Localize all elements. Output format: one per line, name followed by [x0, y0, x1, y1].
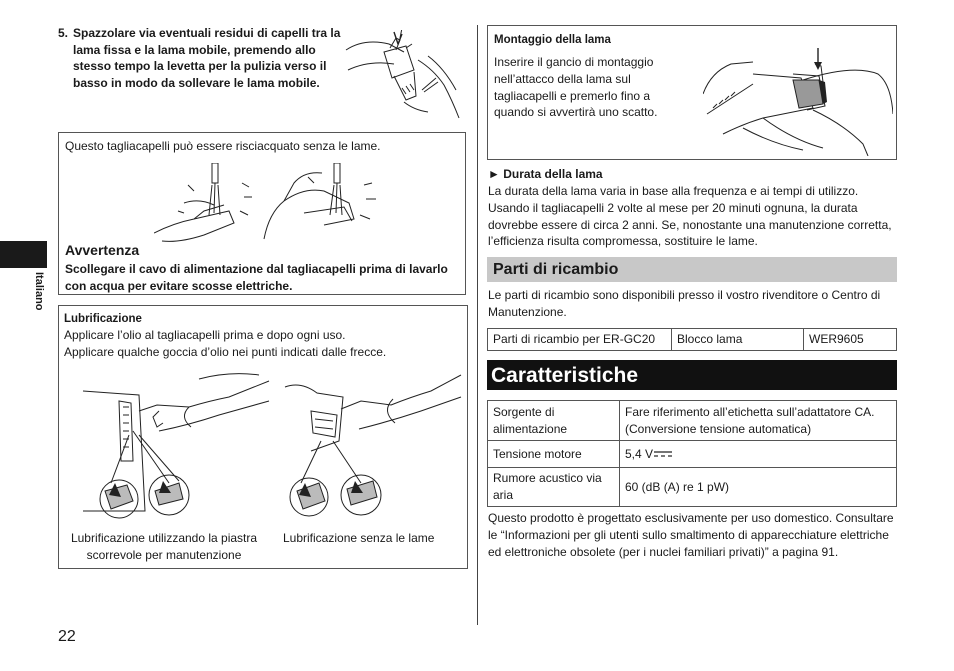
spec-value-cell: [620, 441, 897, 468]
brush-cleaning-illustration: [344, 30, 464, 122]
language-label: Italiano: [33, 272, 45, 311]
rinse-illustration: [154, 163, 414, 243]
step-5-instruction: [58, 25, 348, 91]
warning-text: Scollegare il cavo di alimentazione dal tagliacapelli prima di lavarlo con acqua per evitare scosse elettriche.: [65, 262, 448, 293]
blade-life-text: La durata della lama varia in base alla frequenza e ai tempi di utilizzo. Usando il tagliacapelli 2 volte al mese per 20 minuti ognuna, la durata dovrebbe essere di circa 2 anni. Se, nonostante una manutenzione corretta, l’efficienza risulta compromessa, sostituire le lame.: [488, 184, 892, 249]
table-row: [488, 468, 897, 507]
section-tab-marker: [0, 241, 47, 268]
spec-value: 60 (dB (A) re 1 pW): [620, 468, 897, 507]
dc-symbol-icon: [654, 450, 672, 458]
table-cell: WER9605: [804, 329, 897, 351]
specifications-table: [487, 400, 897, 507]
lubrication-plate-illustration: [79, 371, 274, 521]
spec-key: Rumore acustico via aria: [488, 468, 620, 507]
table-cell: Parti di ricambio per ER-GC20: [488, 329, 672, 351]
page-number: 22: [58, 628, 76, 645]
spare-parts-text: Le parti di ricambio sono disponibili presso il vostro rivenditore o Centro di Manutenzione.: [488, 288, 881, 319]
spare-parts-table: [487, 328, 897, 351]
step-number: 5.: [58, 26, 69, 40]
spec-key: Tensione motore: [488, 441, 620, 468]
table-row: [488, 441, 897, 468]
mounting-text: Inserire il gancio di montaggio nell’attacco della lama sul tagliacapelli e premerlo fino a quando si avvertirà uno scatto.: [494, 55, 658, 120]
table-cell: Blocco lama: [672, 329, 804, 351]
step-text: Spazzolare via eventuali residui di capelli tra la lama fissa e la lama mobile, premendo allo stesso tempo la levetta per la pulizia verso il basso in modo da sollevare le lama mobile.: [73, 26, 341, 90]
warning-title: Avvertenza: [65, 242, 140, 258]
blade-mounting-illustration: [703, 44, 893, 156]
spare-parts-title: Parti di ricambio: [493, 261, 619, 278]
rinse-info-box: [58, 132, 466, 295]
spec-value: Fare riferimento all’etichetta sull’adattatore CA. (Conversione tensione automatica): [620, 401, 897, 441]
rinse-text: Questo tagliacapelli può essere risciacquato senza le lame.: [65, 139, 381, 153]
blade-mounting-box: [487, 25, 897, 160]
lubrication-line-2: Applicare qualche goccia d’olio nei punti indicati dalle frecce.: [64, 345, 387, 359]
spec-key: Sorgente di alimentazione: [488, 401, 620, 441]
column-divider: [477, 25, 478, 625]
disposal-note: Questo prodotto è progettato esclusivamente per uso domestico. Consultare le “Informazioni per gli utenti sullo smaltimento di apparecchiature elettriche ed elettroniche obsolete (per i nuclei familiari privati)” a pagina 91.: [488, 511, 894, 559]
lubrication-without-blades-illustration: [281, 371, 466, 521]
table-row: [488, 401, 897, 441]
lubrication-title: Lubrificazione: [64, 313, 142, 325]
blade-life-title: ► Durata della lama: [488, 167, 603, 181]
lubrication-line-1: Applicare l’olio al tagliacapelli prima e dopo ogni uso.: [64, 328, 346, 342]
lubrication-caption-plate: Lubrificazione utilizzando la piastra scorrevole per manutenzione: [70, 531, 258, 562]
table-row: [488, 329, 897, 351]
mounting-title: Montaggio della lama: [494, 34, 611, 46]
specifications-title: Caratteristiche: [491, 364, 639, 387]
lubrication-caption-no-blades: Lubrificazione senza le lame: [283, 531, 435, 545]
lubrication-box: [58, 305, 468, 569]
spec-value: 5,4 V: [625, 446, 654, 461]
spare-parts-heading-bar: [487, 257, 897, 282]
specifications-heading-bar: [487, 360, 897, 390]
